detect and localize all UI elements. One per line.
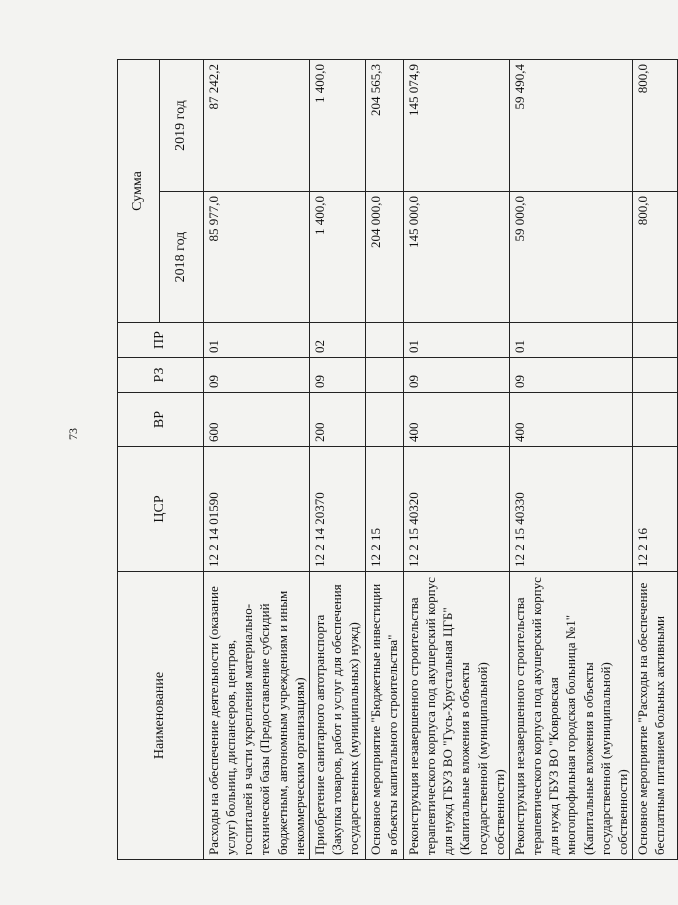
row-csr: 12 2 14 01590 — [204, 447, 310, 572]
row-pr — [365, 323, 403, 358]
row-pr: 01 — [509, 323, 632, 358]
row-sum-2019: 204 565,3 — [365, 60, 403, 192]
header-rz: РЗ — [118, 358, 204, 393]
row-sum-2019: 87 242,2 — [204, 60, 310, 192]
table-row — [309, 60, 365, 860]
header-year-2019: 2019 год — [160, 60, 204, 192]
row-csr: 12 2 15 40320 — [403, 447, 509, 572]
table-row — [403, 60, 509, 860]
row-name: Основное мероприятие "Расходы на обеспечение бесплатным питанием больных активными — [632, 572, 677, 860]
row-sum-2019: 59 490,4 — [509, 60, 632, 192]
row-csr: 12 2 14 20370 — [309, 447, 365, 572]
row-name: Расходы на обеспечение деятельности (оказание услуг) больниц, диспансеров, центров, госпиталей в части укрепления материально-технической базы (Предоставление субсидий бюджетным, автономным учреждениям и иным некоммерческим организациям) — [204, 572, 310, 860]
row-rz: 09 — [204, 358, 310, 393]
page-number: 73 — [66, 428, 80, 440]
row-vr: 400 — [509, 393, 632, 447]
row-name: Основное мероприятие "Бюджетные инвестиции в объекты капитального строительства" — [365, 572, 403, 860]
row-csr: 12 2 16 — [632, 447, 677, 572]
table-row — [365, 60, 403, 860]
budget-table — [117, 59, 678, 860]
row-sum-2019: 1 400,0 — [309, 60, 365, 192]
header-csr: ЦСР — [118, 447, 204, 572]
row-vr: 600 — [204, 393, 310, 447]
row-pr: 01 — [204, 323, 310, 358]
row-rz — [365, 358, 403, 393]
row-rz: 09 — [509, 358, 632, 393]
row-sum-2018: 59 000,0 — [509, 192, 632, 323]
header-sum: Сумма — [118, 60, 160, 323]
rotated-page — [117, 60, 668, 860]
row-name: Приобретение санитарного автотранспорта (Закупка товаров, работ и услуг для обеспечения государственных (муниципальных) нужд) — [309, 572, 365, 860]
header-vr: ВР — [118, 393, 204, 447]
header-name: Наименование — [118, 572, 204, 860]
row-name: Реконструкция незавершенного строительства терапевтического корпуса под акушерский корпус для нужд ГБУЗ ВО "Ковровская многопрофильная городская больница №1" (Капитальные вложения в объекты государственной (муниципальной) собственности) — [509, 572, 632, 860]
row-rz: 09 — [309, 358, 365, 393]
row-sum-2019: 145 074,9 — [403, 60, 509, 192]
row-vr — [632, 393, 677, 447]
row-pr: 01 — [403, 323, 509, 358]
table-row — [204, 60, 310, 860]
row-sum-2019: 800,0 — [632, 60, 677, 192]
row-sum-2018: 85 977,0 — [204, 192, 310, 323]
header-year-2018: 2018 год — [160, 192, 204, 323]
row-vr — [365, 393, 403, 447]
row-rz — [632, 358, 677, 393]
row-pr: 02 — [309, 323, 365, 358]
row-csr: 12 2 15 40330 — [509, 447, 632, 572]
row-sum-2018: 800,0 — [632, 192, 677, 323]
row-sum-2018: 145 000,0 — [403, 192, 509, 323]
row-sum-2018: 1 400,0 — [309, 192, 365, 323]
table-row — [509, 60, 632, 860]
table-row — [632, 60, 677, 860]
row-rz: 09 — [403, 358, 509, 393]
header-pr: ПР — [118, 323, 204, 358]
row-pr — [632, 323, 677, 358]
row-vr: 200 — [309, 393, 365, 447]
row-csr: 12 2 15 — [365, 447, 403, 572]
row-sum-2018: 204 000,0 — [365, 192, 403, 323]
row-name: Реконструкция незавершенного строительства терапевтического корпуса под акушерский корпус для нужд ГБУЗ ВО "Гусь-Хрустальная ЦГБ" (Капитальные вложения в объекты государственной (муниципальной) собственности) — [403, 572, 509, 860]
row-vr: 400 — [403, 393, 509, 447]
